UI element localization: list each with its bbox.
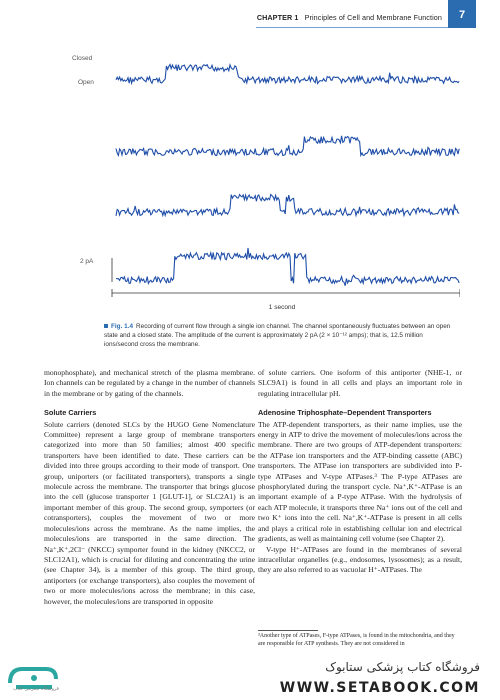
page-number: 7: [448, 0, 476, 28]
left-paragraph-2: Solute carriers (denoted SLCs by the HUGO Gene Nomenclature Committee) represent a large group of membrane transporters categorized into more than 50 families; almost 400 specific transporters have been identified to date. These carriers can be divided into three groups according to their mode of transport. One group, uniporters (or facilitated transporters), transports a single molecule across the membrane. The transporter that brings glucose into the cell (glucose transporter 1 [GLUT-1], or SLC2A1) is an important member of this group. The second group, symporters (or cotransporters), couples the movement of two or more molecules/ions across the membrane. As the name implies, the molecules/ions are transported in the same direction. The Na⁺,K⁺,2Cl⁻ (NKCC) symporter found in the kidney (NKCC2, or SLC12A1), which is crucial for diluting and concentrating the urine (see Chapter 34), is a member of this group. The third group, antiporters (or exchange transporters), also couples the movement of two or more molecules/ions across the membrane; in this case, however, the molecules/ions are transported in opposite: [44, 419, 255, 606]
chapter-title: Principles of Cell and Membrane Function: [304, 13, 442, 22]
left-heading: Solute Carriers: [44, 408, 97, 418]
current-trace-2: [116, 136, 459, 156]
current-trace-1: [116, 65, 459, 84]
caption-marker-icon: [104, 324, 108, 328]
right-heading: Adenosine Triphosphate–Dependent Transporters: [258, 408, 432, 418]
amplitude-scale-label: 2 pA: [80, 258, 94, 265]
logo-subtitle: فروشگاه اینترنتی کتاب: [13, 687, 59, 692]
closed-label: Closed: [72, 55, 93, 62]
channel-recording-traces: [72, 46, 460, 306]
store-url-link[interactable]: WWW.SETABOOK.COM: [279, 680, 480, 696]
footnote-rule: [258, 630, 318, 631]
right-paragraph-1: of solute carriers. One isoform of this antiporter (NHE-1, or SLC9A1) is found in all cells and plays an important role in regulating intracellular pH.: [258, 368, 462, 398]
left-column: [44, 368, 255, 607]
figure-1-4: [72, 46, 460, 336]
current-trace-3: [116, 195, 459, 216]
header-rule: [256, 27, 448, 28]
time-scale-label: 1 second: [268, 304, 296, 311]
store-name: فروشگاه کتاب پزشکی ستابوک: [325, 660, 480, 674]
left-paragraph-1: monophosphate), and mechanical stretch of the plasma membrane. Ion channels can be regulated by a change in the number of channels in the membrane or by gating of the channels.: [44, 368, 255, 398]
current-trace-4: [116, 248, 459, 286]
right-paragraph-2: The ATP-dependent transporters, as their name implies, use the energy in ATP to drive the movement of molecules/ions across the membrane. There are two groups of ATP-dependent transporters: the ATPase ion transporters and the ATP-binding cassette (ABC) transporters. The ATPase ion transporters are subdivided into P-type ATPases and V-type ATPases.³ The P-type ATPases are phosphorylated during the transport cycle. Na⁺,K⁺-ATPase is an important example of a P-type ATPase. With the hydrolysis of each ATP molecule, it transports three Na⁺ ions out of the cell and two K⁺ ions into the cell. Na⁺,K⁺-ATPase is present in all cells and plays a critical role in establishing cellular ion and electrical gradients, as well as maintaining cell volume (see Chapter 2).: [258, 419, 462, 544]
store-banner: [0, 657, 500, 700]
chapter-label: CHAPTER 1: [256, 13, 299, 22]
right-paragraph-3: V-type H⁺-ATPases are found in the membranes of several intracellular organelles (e.g., endosomes, lysosomes); as a result, they are also referred to as vacuolar H⁺-ATPases. The: [258, 544, 462, 575]
running-head: [257, 13, 442, 22]
caption-text: Recording of current flow through a single ion channel. The channel spontaneously fluctuates between an open state and a closed state. The amplitude of the current is approximately 2 pA (2 × 10⁻¹² amps); that is, 12.5 million ions/second cross the membrane.: [104, 323, 451, 348]
figure-caption: [104, 322, 456, 349]
right-column: [258, 368, 462, 576]
caption-figure-number: Fig. 1.4: [111, 323, 134, 330]
open-label: Open: [78, 79, 94, 86]
footnote: ³Another type of ATPases, F-type ATPases, is found in the mitochondria, and they are responsible for ATP synthesis. They are not considered in: [258, 633, 455, 647]
page-header: [0, 0, 500, 30]
